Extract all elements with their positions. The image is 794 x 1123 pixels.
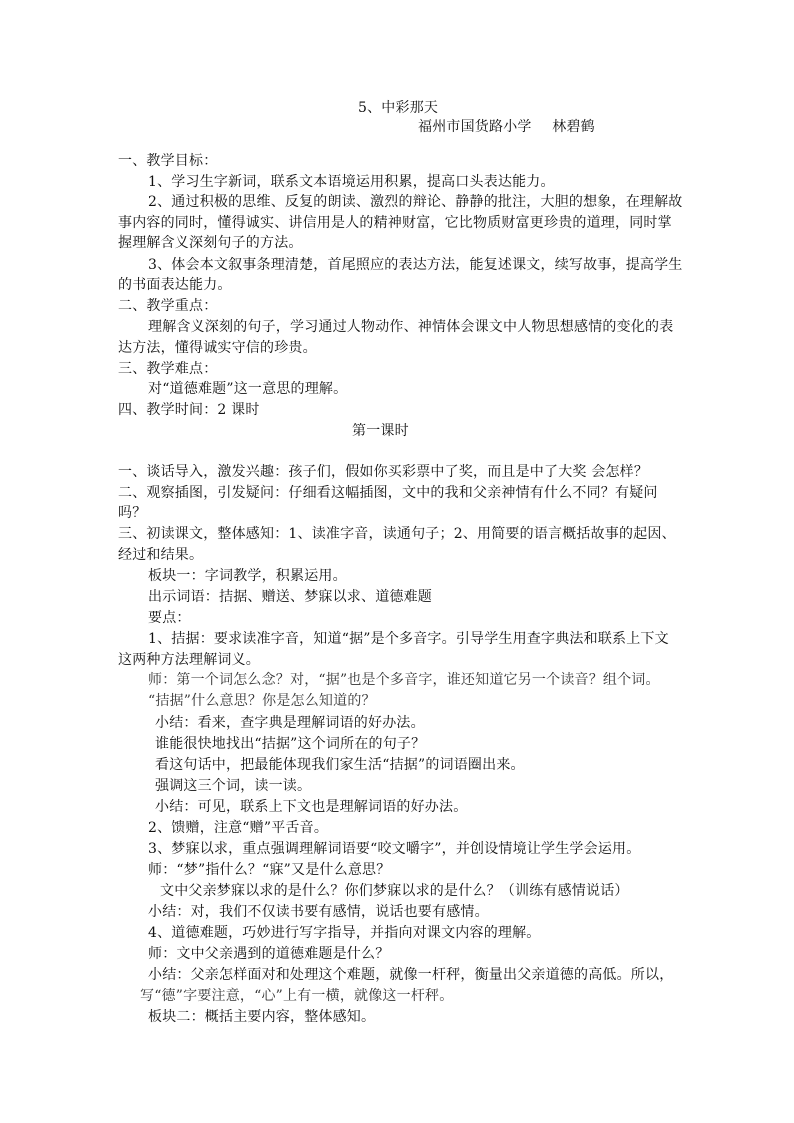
- section-heading-goals: 一、教学目标：: [118, 153, 218, 169]
- question-3: 强调这三个词，读一读。: [155, 778, 312, 794]
- section-heading-focus: 二、教学重点：: [118, 298, 218, 314]
- goal-2-line-1: 2、通过积极的思维、反复的朗读、激烈的辩论、静静的批注，大胆的想象，在理解故: [148, 194, 683, 210]
- teacher-line-3b: 文中父亲梦寐以求的是什么？你们梦寐以求的是什么？（训练有感情说话）: [160, 883, 629, 899]
- summary-1: 小结：看来，查字典是理解词语的好办法。: [155, 715, 425, 731]
- lesson-title: 5、中彩那天: [358, 100, 439, 116]
- summary-4-line-2: 写“德”字要注意，“心”上有一横，就像这一杆秤。: [140, 988, 454, 1004]
- step-2-line-2: 吗？: [118, 505, 147, 521]
- block-2-heading: 板块二：概括主要内容，整体感知。: [148, 1009, 376, 1025]
- goal-3-line-1: 3、体会本文叙事条理清楚，首尾照应的表达方法，能复述课文，续写故事，提高学生: [148, 257, 683, 273]
- point-1-line-1: 1、拮据：要求读准字音，知道“据”是个多音字。引导学生用查字典法和联系上下文: [148, 631, 669, 647]
- words-list: 出示词语：拮据、赠送、梦寐以求、道德难题: [148, 589, 432, 605]
- summary-4-line-1: 小结：父亲怎样面对和处理这个难题，就像一杆秤，衡量出父亲道德的高低。所以，: [148, 967, 674, 983]
- goal-2-line-2: 事内容的同时，懂得诚实、讲信用是人的精神财富，它比物质财富更珍贵的道理，同时掌: [118, 215, 672, 231]
- author-line: 福州市国货路小学 林碧鹤: [418, 119, 595, 135]
- section-heading-time: 四、教学时间：2 课时: [118, 402, 260, 418]
- point-2: 2、馈赠，注意“赠”平舌音。: [148, 820, 329, 836]
- teacher-line-1b: “拮据”什么意思？你是怎么知道的？: [148, 693, 376, 709]
- difficulty-line-1: 对“道德难题”这一意思的理解。: [148, 381, 348, 397]
- goal-1: 1、学习生字新词，联系文本语境运用积累，提高口头表达能力。: [148, 174, 555, 190]
- focus-line-1: 理解含义深刻的句子，学习通过人物动作、神情体会课文中人物思想感情的变化的表: [148, 319, 674, 335]
- point-3: 3、梦寐以求，重点强调理解词语要“咬文嚼字”，并创设情境让学生学会运用。: [148, 841, 641, 857]
- teacher-line-3: 师：“梦”指什么？“寐”又是什么意思？: [148, 862, 391, 878]
- block-1-heading: 板块一：字词教学，积累运用。: [148, 568, 347, 584]
- question-1: 谁能很快地找出“拮据”这个词所在的句子？: [155, 736, 426, 752]
- point-4: 4、道德难题，巧妙进行写字指导，并指向对课文内容的理解。: [148, 925, 541, 941]
- points-heading: 要点：: [148, 610, 191, 626]
- summary-2: 小结：可见，联系上下文也是理解词语的好办法。: [155, 799, 468, 815]
- summary-3: 小结：对，我们不仅读书要有感情，说话也要有感情。: [148, 904, 489, 920]
- section-heading-difficulty: 三、教学难点：: [118, 361, 218, 377]
- step-2-line-1: 二、观察插图，引发疑问：仔细看这幅插图，文中的我和父亲神情有什么不同？有疑问: [118, 485, 658, 501]
- question-2: 看这句话中，把最能体现我们家生活“拮据”的词语圈出来。: [155, 757, 525, 773]
- point-1-line-2: 这两种方法理解词义。: [118, 652, 260, 668]
- step-1: 一、谈话导入，激发兴趣：孩子们，假如你买彩票中了奖，而且是中了大奖 会怎样？: [118, 464, 649, 480]
- goal-2-line-3: 握理解含义深刻句子的方法。: [118, 235, 303, 251]
- goal-3-line-2: 的书面表达能力。: [118, 277, 232, 293]
- teacher-line-1a: 师：第一个词怎么念？对，“据”也是个多音字，谁还知道它另一个读音？组个词。: [148, 672, 660, 688]
- first-lesson-title: 第一课时: [352, 423, 409, 439]
- teacher-line-4: 师：文中父亲遇到的道德难题是什么？: [148, 946, 390, 962]
- step-3-line-2: 经过和结果。: [118, 547, 204, 563]
- focus-line-2: 达方法，懂得诚实守信的珍贵。: [118, 340, 317, 356]
- step-3-line-1: 三、初读课文，整体感知：1、读准字音，读通句子；2、用简要的语言概括故事的起因、: [118, 526, 676, 542]
